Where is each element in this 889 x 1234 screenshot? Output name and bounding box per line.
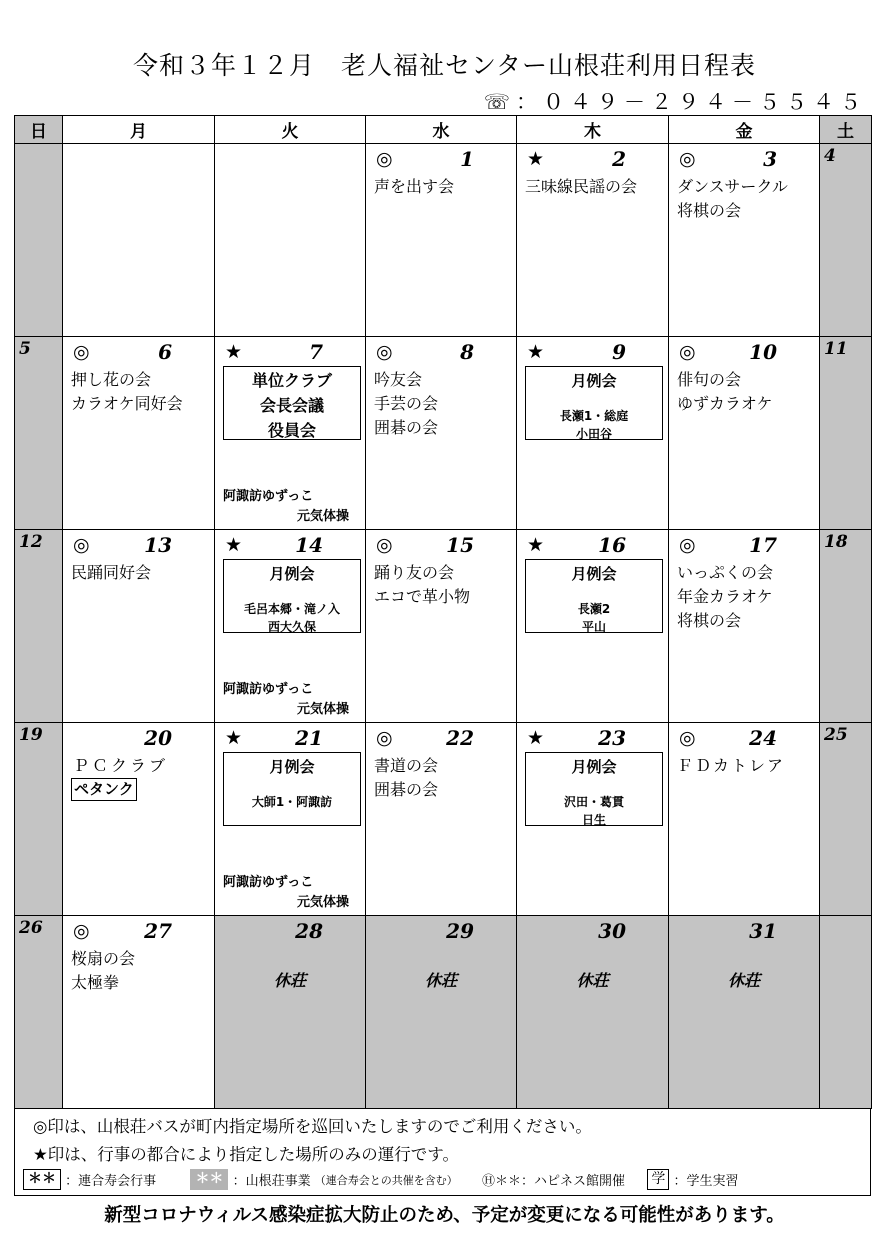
event-location: 毛呂本郷・滝ノ入 西大久保: [243, 602, 340, 634]
bus-mark-icon: ◎: [679, 341, 696, 363]
week-row: [15, 144, 872, 337]
calendar-table: [14, 115, 872, 1109]
phone-number: ☏：０４９－２９４－５５４５: [483, 90, 867, 114]
bus-mark-icon: ◎: [73, 341, 90, 363]
event-box: [223, 366, 361, 440]
activity: エコで革小物: [374, 587, 471, 606]
day-cell-fri: [669, 144, 820, 337]
star-mark-icon: ★: [225, 534, 243, 556]
day-cell-wed: [366, 144, 517, 337]
event-title: 月例会: [571, 372, 617, 390]
activity: 太極拳: [71, 973, 120, 992]
star-mark-icon: ★: [527, 148, 545, 170]
weekday-header: [15, 116, 872, 144]
covid-warning: 新型コロナウィルス感染症拡大防止のため、予定が変更になる可能性があります。: [104, 1205, 785, 1226]
day-cell-sat: 25: [820, 723, 872, 916]
day-cell-thu: [517, 530, 669, 723]
weekday-tue: 火: [215, 116, 366, 144]
day-number: 3: [763, 147, 777, 171]
day-cell-tue: [215, 723, 366, 916]
event-box: [223, 752, 361, 826]
activity: 民踊同好会: [71, 563, 152, 582]
event-title: 月例会: [571, 565, 617, 583]
legend-label-happiness: Ⓗ＊＊：ハピネス館開催: [482, 1174, 626, 1189]
day-number: 8: [460, 340, 474, 364]
day-number: 17: [749, 533, 777, 557]
event-title: 月例会: [269, 758, 315, 776]
activity: 三味線民謡の会: [525, 177, 638, 196]
activity-list: [71, 947, 135, 995]
event-title: 月例会: [571, 758, 617, 776]
day-cell-tue: [215, 916, 366, 1109]
day-number: 27: [144, 919, 172, 943]
event-location: 長瀬2 平山: [577, 602, 611, 634]
note-bus-circuit: ◎印は、山根荘バスが町内指定場所を巡回いたしますのでご利用ください。: [33, 1117, 592, 1136]
bus-mark-icon: ◎: [73, 534, 90, 556]
legend-label-federation: ：連合寿会行事: [65, 1174, 157, 1189]
week-row: [15, 916, 872, 1109]
day-number: 21: [295, 726, 323, 750]
day-number: 20: [144, 726, 172, 750]
weekday-sat: 土: [820, 116, 872, 144]
day-cell-thu: [517, 723, 669, 916]
day-number: 31: [749, 919, 777, 943]
week-row: [15, 723, 872, 916]
activity: 声を出す会: [374, 177, 455, 196]
day-number: 7: [309, 340, 323, 364]
legend: [23, 1169, 738, 1190]
activity-list: [677, 368, 773, 416]
activity-list: [71, 561, 151, 585]
activity: 俳句の会: [677, 370, 742, 389]
day-cell-tue: [215, 530, 366, 723]
legend-key-federation: ＊＊: [23, 1169, 61, 1190]
activity-list: [677, 754, 785, 778]
event-title: 単位クラブ: [251, 371, 332, 390]
day-cell-tue: [215, 144, 366, 337]
activity-list: [677, 175, 788, 223]
bus-mark-icon: ◎: [376, 341, 393, 363]
closed-label: 休荘: [273, 971, 306, 990]
weekday-thu: 木: [517, 116, 669, 144]
closed-label: 休荘: [576, 971, 609, 990]
activity-list: [71, 368, 183, 416]
activity-list: [73, 754, 168, 778]
day-cell-mon: [63, 723, 215, 916]
day-number: 2: [612, 147, 626, 171]
legend-key-student: 学: [647, 1169, 669, 1190]
day-number: 9: [612, 340, 626, 364]
exercise-note: 阿諏訪ゆずっこ 元気体操: [223, 875, 350, 910]
day-cell-mon: [63, 916, 215, 1109]
weekday-fri: 金: [669, 116, 820, 144]
event-title: 会長会議: [259, 396, 324, 415]
bus-mark-icon: ◎: [376, 727, 393, 749]
closed-label: 休荘: [424, 971, 457, 990]
activity-list: [374, 754, 438, 802]
event-title: 役員会: [267, 421, 316, 440]
day-cell-wed: [366, 916, 517, 1109]
day-number: 23: [598, 726, 626, 750]
star-mark-icon: ★: [527, 341, 545, 363]
school-tag: ペタンク: [71, 778, 137, 801]
day-cell-fri: [669, 723, 820, 916]
event-title: 月例会: [269, 565, 315, 583]
day-cell-sat: 4: [820, 144, 872, 337]
activity-list: [374, 175, 454, 199]
bus-mark-icon: ◎: [376, 148, 393, 170]
activity: 年金カラオケ: [677, 587, 773, 606]
weekday-sun: 日: [15, 116, 63, 144]
day-cell-fri: [669, 916, 820, 1109]
legend-key-sanso: ＊＊: [190, 1169, 228, 1190]
weekday-mon: 月: [63, 116, 215, 144]
event-box: [223, 559, 361, 633]
bus-mark-icon: ◎: [679, 727, 696, 749]
activity: 桜扇の会: [71, 949, 136, 968]
bus-mark-icon: ◎: [376, 534, 393, 556]
activity-list: [374, 368, 438, 440]
activity: ゆずカラオケ: [677, 394, 773, 413]
exercise-note: 阿諏訪ゆずっこ 元気体操: [223, 489, 350, 524]
page-title: 令和３年１２月 老人福祉センター山根荘利用日程表: [132, 51, 756, 80]
day-cell-tue: [215, 337, 366, 530]
star-mark-icon: ★: [527, 534, 545, 556]
day-cell-thu: [517, 144, 669, 337]
day-cell-thu: [517, 337, 669, 530]
legend-label-sanso: ：山根荘事業: [232, 1174, 311, 1189]
day-number: 10: [749, 340, 777, 364]
event-box: [525, 559, 663, 633]
closed-label: 休荘: [727, 971, 760, 990]
activity: 踊り友の会: [374, 563, 455, 582]
day-number: 13: [144, 533, 172, 557]
activity: 囲碁の会: [374, 418, 439, 437]
day-number: 24: [749, 726, 777, 750]
day-cell-sat: [820, 916, 872, 1109]
bus-mark-icon: ◎: [679, 534, 696, 556]
day-cell-wed: [366, 723, 517, 916]
day-number: 22: [446, 726, 474, 750]
star-mark-icon: ★: [527, 727, 545, 749]
activity-list: [374, 561, 470, 609]
exercise-note: 阿諏訪ゆずっこ 元気体操: [223, 682, 350, 717]
day-cell-fri: [669, 530, 820, 723]
day-number: 6: [158, 340, 172, 364]
activity: 押し花の会: [71, 370, 152, 389]
day-cell-mon: [63, 530, 215, 723]
activity: 囲碁の会: [374, 780, 439, 799]
event-box: [525, 752, 663, 826]
activity: ダンスサークル: [677, 177, 788, 196]
day-number: 28: [295, 919, 323, 943]
activity: 将棋の会: [677, 611, 742, 630]
note-star-route: ★印は、行事の都合により指定した場所のみの運行です。: [33, 1145, 459, 1164]
day-cell-mon: [63, 144, 215, 337]
day-cell-sun: 12: [15, 530, 63, 723]
day-number: 16: [598, 533, 626, 557]
day-cell-sun: 19: [15, 723, 63, 916]
activity: 書道の会: [374, 756, 439, 775]
activity: カラオケ同好会: [71, 394, 183, 413]
activity: 手芸の会: [374, 394, 439, 413]
day-cell-thu: [517, 916, 669, 1109]
legend-label-student: ：学生実習: [673, 1174, 739, 1189]
activity: ＰＣクラブ: [73, 756, 169, 775]
event-box: [525, 366, 663, 440]
bus-mark-icon: ◎: [679, 148, 696, 170]
day-cell-sat: 11: [820, 337, 872, 530]
activity: 将棋の会: [677, 201, 742, 220]
weekday-wed: 水: [366, 116, 517, 144]
day-cell-sat: 18: [820, 530, 872, 723]
notes-box: [14, 1108, 871, 1196]
day-cell-sun: 26: [15, 916, 63, 1109]
event-location: 大師1・阿諏訪: [251, 795, 333, 809]
day-number: 29: [446, 919, 474, 943]
star-mark-icon: ★: [225, 341, 243, 363]
activity-list: [677, 561, 773, 633]
day-number: 30: [598, 919, 626, 943]
day-cell-wed: [366, 530, 517, 723]
activity: ＦＤカトレア: [677, 756, 786, 775]
activity-list: [525, 175, 637, 199]
week-row: [15, 337, 872, 530]
day-cell-sun: 5: [15, 337, 63, 530]
day-cell-wed: [366, 337, 517, 530]
star-mark-icon: ★: [225, 727, 243, 749]
day-number: 1: [460, 147, 474, 171]
day-cell-mon: [63, 337, 215, 530]
activity: いっぷくの会: [677, 563, 774, 582]
activity: 吟友会: [374, 370, 423, 389]
day-cell-sun: [15, 144, 63, 337]
event-location: 沢田・葛貫 日生: [563, 795, 624, 827]
bus-mark-icon: ◎: [73, 920, 90, 942]
day-number: 15: [446, 533, 474, 557]
day-number: 14: [295, 533, 323, 557]
week-row: [15, 530, 872, 723]
day-cell-fri: [669, 337, 820, 530]
legend-label-sanso-note: （連合寿会との共催を含む）: [314, 1173, 458, 1187]
event-location: 長瀬1・総庭 小田谷: [559, 409, 629, 441]
